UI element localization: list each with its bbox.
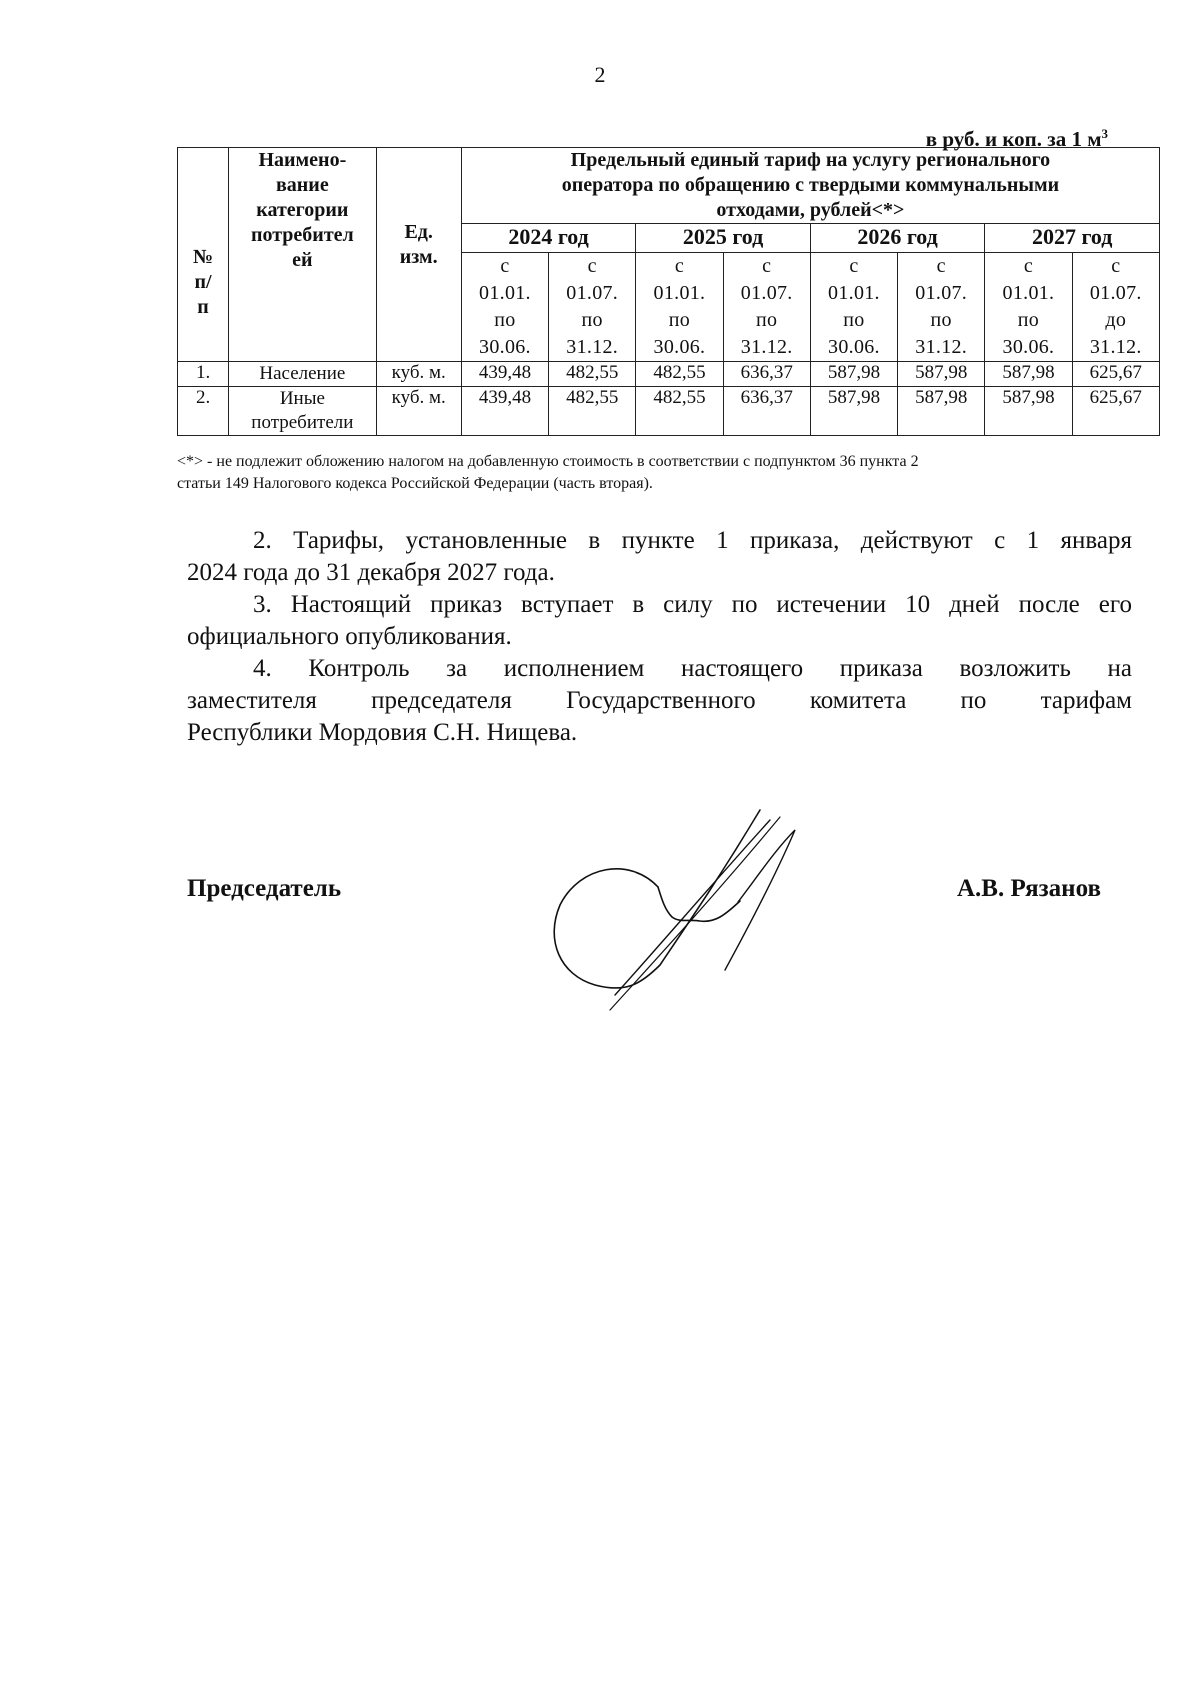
header-unit	[376, 148, 461, 362]
table-row	[178, 362, 1160, 387]
paragraph-line: 2. Тарифы, установленные в пункте 1 приказа, действуют с 1 января	[253, 527, 1132, 554]
period-line: по	[843, 309, 865, 331]
header-category-line: вание	[275, 174, 329, 196]
row-value: 587,98	[810, 362, 897, 387]
paragraph-line: Республики Мордовия С.Н. Нищева.	[187, 719, 578, 746]
header-category-line: категории	[256, 199, 349, 221]
row-value: 587,98	[898, 362, 985, 387]
row-unit: куб. м.	[376, 387, 461, 436]
period-cell	[549, 253, 636, 362]
paragraph-line: заместителя председателя Государственного комитета по тарифам	[187, 687, 1132, 714]
period-line: 01.01.	[1002, 282, 1055, 304]
period-cell	[636, 253, 723, 362]
units-note-text: в руб. и коп. за 1 м	[925, 127, 1102, 151]
row-value: 636,37	[723, 362, 810, 387]
paragraph-3	[187, 589, 1132, 653]
row-value: 482,55	[636, 362, 723, 387]
period-line: с	[500, 255, 510, 277]
header-index-line: п/	[194, 271, 212, 293]
paragraph-line: 4. Контроль за исполнением настоящего приказа возложить на	[253, 655, 1132, 682]
row-category	[229, 387, 376, 436]
paragraph-line: официального опубликования.	[187, 623, 512, 650]
row-category-line: Иные	[279, 388, 325, 409]
row-value: 439,48	[461, 362, 548, 387]
header-category	[229, 148, 376, 362]
paragraph-line: 3. Настоящий приказ вступает в силу по истечении 10 дней после его	[253, 591, 1132, 618]
period-line: по	[668, 309, 691, 331]
period-line: 30.06.	[653, 336, 706, 358]
header-tariff-line: оператора по обращению с твердыми коммунальными	[561, 174, 1060, 196]
period-line: 01.01.	[828, 282, 880, 304]
period-line: 30.06.	[828, 336, 880, 358]
year-header: 2027 год	[985, 224, 1160, 253]
signatory-title: Председатель	[187, 875, 342, 902]
period-line: по	[756, 309, 778, 331]
period-line: 31.12.	[1089, 336, 1142, 358]
row-number: 2.	[178, 387, 229, 436]
handwritten-signature	[540, 805, 840, 1020]
row-value: 636,37	[723, 387, 810, 436]
period-line: с	[587, 255, 597, 277]
period-line: 30.06.	[479, 336, 531, 358]
period-line: 01.07.	[915, 282, 968, 304]
period-line: 01.07.	[740, 282, 793, 304]
period-line: с	[1111, 255, 1121, 277]
period-line: 30.06.	[1002, 336, 1055, 358]
period-line: по	[494, 309, 516, 331]
header-category-line: потребител	[250, 224, 354, 246]
header-index-line: №	[193, 246, 214, 268]
row-category-line: потребители	[251, 412, 354, 433]
year-header: 2025 год	[636, 224, 811, 253]
period-line: 01.01.	[479, 282, 531, 304]
row-category	[229, 362, 376, 387]
period-line: с	[1023, 255, 1034, 277]
period-cell	[1072, 253, 1159, 362]
period-line: 31.12.	[915, 336, 968, 358]
period-cell	[723, 253, 810, 362]
year-header: 2024 год	[461, 224, 636, 253]
header-index-line: п	[197, 296, 209, 318]
page-number: 2	[594, 62, 606, 87]
row-value: 625,67	[1072, 387, 1159, 436]
header-category-line: ей	[292, 249, 313, 271]
row-value: 587,98	[898, 387, 985, 436]
header-tariff-line: Предельный единый тариф на услугу регионального	[570, 149, 1051, 171]
footnote-line: статьи 149 Налогового кодекса Российской Федерации (часть вторая).	[177, 475, 653, 492]
row-unit: куб. м.	[376, 362, 461, 387]
tariff-table	[177, 147, 1160, 436]
period-line: 31.12.	[566, 336, 619, 358]
period-line: 31.12.	[740, 336, 793, 358]
period-line: с	[936, 255, 946, 277]
period-line: до	[1105, 309, 1127, 331]
signatory-name: А.В. Рязанов	[957, 875, 1101, 902]
period-line: с	[849, 255, 859, 277]
row-value: 482,55	[549, 387, 636, 436]
row-value: 587,98	[985, 387, 1072, 436]
header-unit-line: изм.	[399, 245, 438, 268]
period-cell	[810, 253, 897, 362]
period-line: 01.01.	[653, 282, 706, 304]
footnote-line: <*> - не подлежит обложению налогом на добавленную стоимость в соответствии с подпунктом 36 пункта 2	[177, 453, 919, 470]
header-index	[178, 148, 229, 362]
units-note-superscript: 3	[1101, 126, 1108, 141]
row-value: 482,55	[636, 387, 723, 436]
row-category-line: Население	[259, 363, 346, 384]
period-line: по	[930, 309, 952, 331]
period-line: по	[581, 309, 603, 331]
row-value: 587,98	[810, 387, 897, 436]
table-footnote	[177, 451, 1137, 495]
period-cell	[898, 253, 985, 362]
period-cell	[985, 253, 1072, 362]
header-tariff-line: отходами, рублей<*>	[716, 199, 905, 221]
year-header: 2026 год	[810, 224, 985, 253]
row-value: 587,98	[985, 362, 1072, 387]
table-row	[178, 387, 1160, 436]
header-category-line: Наимено-	[258, 149, 347, 171]
row-value: 439,48	[461, 387, 548, 436]
row-value: 625,67	[1072, 362, 1159, 387]
period-cell	[461, 253, 548, 362]
period-line: 01.07.	[566, 282, 619, 304]
paragraph-2	[187, 525, 1132, 589]
period-line: с	[762, 255, 772, 277]
row-value: 482,55	[549, 362, 636, 387]
row-number: 1.	[178, 362, 229, 387]
period-line: с	[674, 255, 685, 277]
header-tariff	[461, 148, 1159, 224]
period-line: 01.07.	[1089, 282, 1142, 304]
period-line: по	[1017, 309, 1040, 331]
paragraph-line: 2024 года до 31 декабря 2027 года.	[187, 559, 555, 586]
header-unit-line: Ед.	[404, 220, 433, 243]
paragraph-4	[187, 653, 1132, 749]
